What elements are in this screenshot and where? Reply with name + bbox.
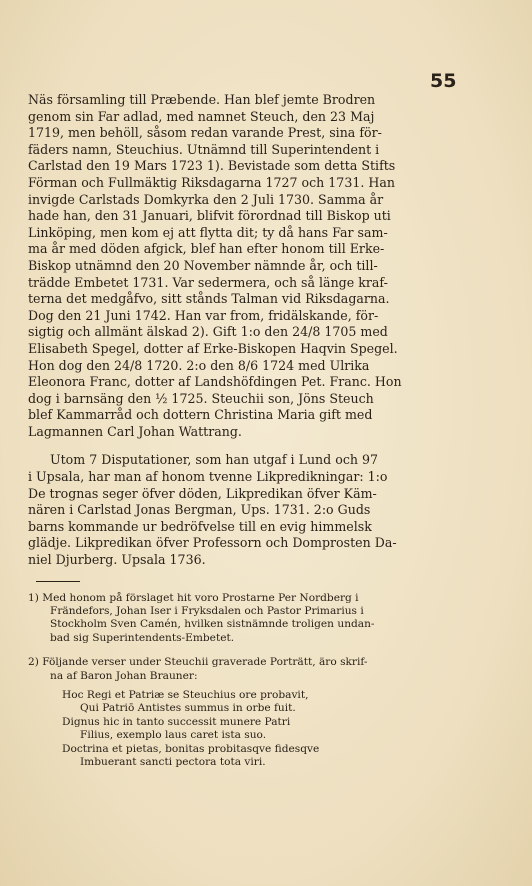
poem-line: Hoc Regi et Patriæ se Steuchius ore probavit, [62,688,309,701]
footnote-line: 1) Med honom på förslaget hit voro Prostarne Per Nordberg i [28,591,359,604]
text-line: Biskop utnämnd den 20 November nämnde år, och till- [28,257,378,273]
text-line: Carlstad den 19 Mars 1723 1). Bevistade som detta Stifts [28,158,396,174]
text-line: fäders namn, Steuchius. Utnämnd till Superintendent i [28,141,380,157]
footnote-line: Frändefors, Johan Iser i Fryksdalen och Pastor Primarius i [50,605,364,618]
poem-line: Qui Patriō Antistes summus in orbe fuit. [80,702,296,715]
text-line: nären i Carlstad Jonas Bergman, Ups. 1731. 2:o Guds [28,502,371,518]
text-line: Näs församling till Præbende. Han blef jemte Brodren [28,92,376,107]
second-paragraph [28,452,514,568]
text-line: De trognas seger öfver döden, Likpredikan öfver Käm- [28,485,377,501]
text-line: terna det medgåfvo, sitt stånds Talman vid Riksdagarna. [28,291,390,307]
footnote-gap [28,645,514,656]
text-line: ma år med döden afgick, blef han efter honom till Erke- [28,241,385,257]
footnote-line: 2) Följande verser under Steuchii graverade Porträtt, äro skrif- [28,656,368,669]
page-number: 55 [430,70,457,92]
text-line: hade han, den 31 Januari, blifvit förordnad till Biskop uti [28,208,391,224]
text-line: sigtig och allmänt älskad 2). Gift 1:o den 24/8 1705 med [28,324,388,340]
text-line: dog i barnsäng den ½ 1725. Steuchii son, Jöns Steuch [28,390,374,406]
paragraph-gap [28,440,514,452]
text-line: Eleonora Franc, dotter af Landshöfdingen Pet. Franc. Hon [28,374,402,390]
text-line: trädde Embetet 1731. Var sedermera, och så länge kraf- [28,274,388,290]
text-line: Elisabeth Spegel, dotter af Erke-Biskopen Haqvin Spegel. [28,340,398,356]
text-line: Utom 7 Disputationer, som han utgaf i Lund och 97 [50,452,379,468]
poem-line: Doctrina et pietas, bonitas probitasqve fidesqve [62,742,320,755]
text-line: blef Kammarråd och dottern Christina Maria gift med [28,407,373,423]
footnote-line: na af Baron Johan Brauner: [50,669,198,682]
text-line: niel Djurberg. Upsala 1736. [28,552,206,568]
text-line: Hon dog den 24/8 1720. 2:o den 8/6 1724 med Ulrika [28,357,370,373]
text-line: Förman och Fullmäktig Riksdagarna 1727 och 1731. Han [28,174,395,190]
text-line: 1719, men behöll, såsom redan varande Prest, sina för- [28,125,382,141]
poem-line: Filius, exemplo laus caret ista suo. [80,729,267,742]
footnote-line: Stockholm Sven Camén, hvilken sistnämnde troligen undan- [50,618,375,631]
poem-line: Imbuerant sancti pectora tota viri. [80,755,266,768]
text-line: i Upsala, har man af honom tvenne Likpredikningar: 1:o [28,469,388,485]
footnote-line: bad sig Superintendents-Embetet. [50,631,235,644]
text-line: barns kommande ur bedröfvelse till en evig himmelsk [28,518,372,534]
footnote-1 [28,592,514,646]
text-line: Lagmannen Carl Johan Wattrang. [28,423,242,439]
text-block [28,92,514,769]
footnote-rule [36,581,80,582]
text-line: glädje. Likpredikan öfver Professorn och Domprosten Da- [28,535,397,551]
text-line: Linköping, men kom ej att flytta dit; ty då hans Far sam- [28,224,388,240]
text-line: Dog den 21 Juni 1742. Han var from, fridälskande, för- [28,307,379,323]
text-line: genom sin Far adlad, med namnet Steuch, den 23 Maj [28,108,375,124]
poem-line: Dignus hic in tanto successit munere Patri [62,715,291,728]
footnote-2 [28,656,514,769]
text-line: invigde Carlstads Domkyrka den 2 Juli 1730. Samma år [28,191,384,207]
main-paragraph [28,92,514,440]
